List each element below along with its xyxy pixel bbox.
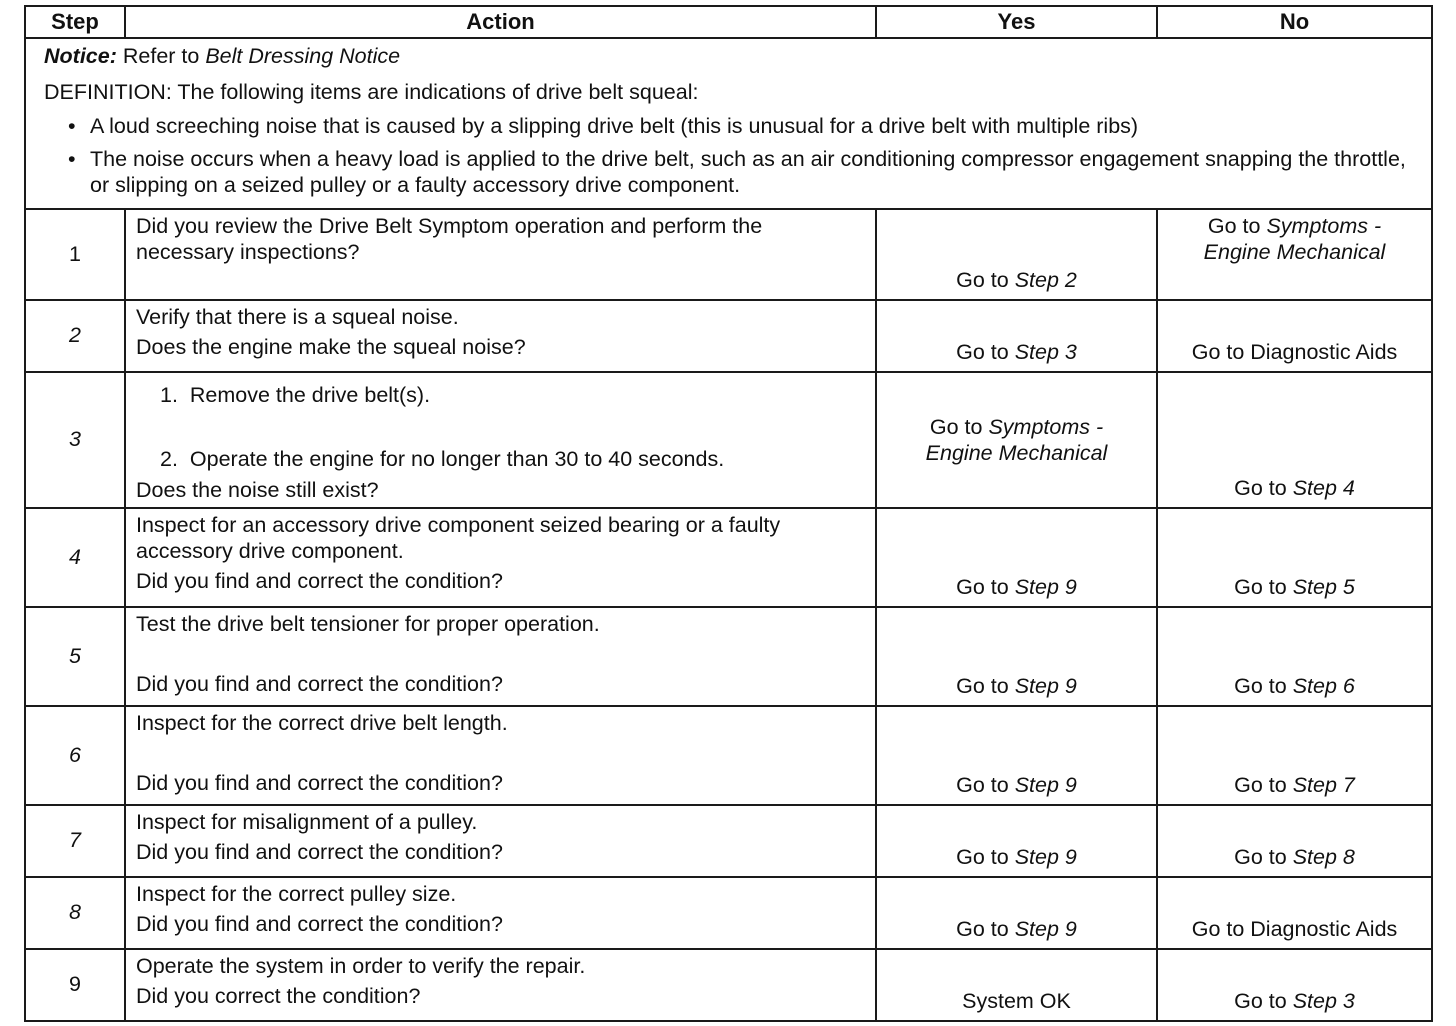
yes-cell bbox=[876, 300, 1157, 372]
header-step: Step bbox=[25, 6, 125, 38]
step-number: 1 bbox=[25, 209, 125, 300]
definition-text: DEFINITION: The following items are indications of drive belt squeal: bbox=[44, 80, 699, 105]
action-text: Inspect for an accessory drive component seized bearing or a faulty accessory drive component. bbox=[136, 512, 781, 563]
step-number: 9 bbox=[25, 949, 125, 1021]
yes-step-link[interactable]: Step 9 bbox=[1014, 772, 1077, 797]
action-question: Does the noise still exist? bbox=[136, 477, 379, 502]
action-question: Did you find and correct the condition? bbox=[136, 671, 503, 696]
goto-text: Go to bbox=[956, 574, 1009, 599]
notice-text: Refer to bbox=[122, 44, 200, 68]
yes-symptoms-link-line2[interactable]: Engine Mechanical bbox=[925, 440, 1108, 465]
definition-bullets bbox=[44, 113, 1413, 198]
diagnostic-table bbox=[24, 5, 1433, 1022]
action-text: Verify that there is a squeal noise. bbox=[136, 305, 459, 330]
action-cell bbox=[125, 949, 876, 1021]
no-step-link[interactable]: Step 3 bbox=[1292, 988, 1355, 1013]
action-cell bbox=[125, 209, 876, 300]
yes-step-link[interactable]: Step 9 bbox=[1014, 673, 1077, 698]
table-row bbox=[25, 706, 1432, 805]
action-steps-list bbox=[160, 382, 865, 472]
yes-cell bbox=[876, 607, 1157, 706]
step-number: 2 bbox=[25, 300, 125, 372]
action-text: Operate the system in order to verify the repair. bbox=[136, 953, 586, 978]
action-question: Does the engine make the squeal noise? bbox=[136, 335, 526, 360]
action-text: Inspect for misalignment of a pulley. bbox=[136, 809, 478, 834]
notice-line bbox=[44, 43, 1413, 69]
system-ok-text: System OK bbox=[962, 988, 1071, 1013]
step-number: 7 bbox=[25, 805, 125, 877]
yes-cell bbox=[876, 372, 1157, 508]
yes-symptoms-link[interactable]: Symptoms - bbox=[988, 414, 1104, 439]
diagnostic-table-container bbox=[24, 5, 1431, 1022]
yes-cell bbox=[876, 877, 1157, 949]
yes-step-link[interactable]: Step 9 bbox=[1014, 574, 1077, 599]
step-number: 6 bbox=[25, 706, 125, 805]
goto-text: Go to bbox=[1234, 475, 1287, 500]
action-text: Inspect for the correct drive belt length. bbox=[136, 710, 508, 735]
action-question: Did you correct the condition? bbox=[136, 983, 421, 1008]
action-question: Did you find and correct the condition? bbox=[136, 911, 503, 936]
action-question: Did you find and correct the condition? bbox=[136, 839, 503, 864]
yes-cell bbox=[876, 706, 1157, 805]
action-text: Did you review the Drive Belt Symptom operation and perform the necessary inspections? bbox=[136, 214, 763, 265]
notice-cell bbox=[25, 38, 1432, 209]
yes-cell bbox=[876, 949, 1157, 1021]
no-step-link[interactable]: Step 8 bbox=[1292, 844, 1355, 869]
table-row bbox=[25, 607, 1432, 706]
notice-row bbox=[25, 38, 1432, 209]
goto-text: Go to bbox=[1234, 988, 1287, 1013]
goto-text: Go to bbox=[1234, 844, 1287, 869]
action-cell bbox=[125, 300, 876, 372]
action-cell bbox=[125, 607, 876, 706]
table-row bbox=[25, 805, 1432, 877]
no-cell bbox=[1157, 607, 1432, 706]
yes-cell bbox=[876, 209, 1157, 300]
yes-cell bbox=[876, 508, 1157, 607]
goto-text: Go to bbox=[1207, 214, 1261, 239]
action-cell bbox=[125, 508, 876, 607]
no-diagnostic-aids-link[interactable]: Go to Diagnostic Aids bbox=[1191, 916, 1398, 941]
goto-text: Go to bbox=[956, 267, 1009, 292]
table-row bbox=[25, 508, 1432, 607]
no-cell bbox=[1157, 372, 1432, 508]
goto-text: Go to bbox=[956, 339, 1009, 364]
action-text: Test the drive belt tensioner for proper operation. bbox=[136, 611, 600, 636]
no-symptoms-link[interactable]: Symptoms - bbox=[1266, 214, 1382, 239]
goto-text: Go to bbox=[956, 916, 1009, 941]
no-cell bbox=[1157, 508, 1432, 607]
action-step-item: 1. Remove the drive belt(s). bbox=[160, 383, 431, 408]
table-row bbox=[25, 372, 1432, 508]
yes-step-link[interactable]: Step 2 bbox=[1014, 267, 1077, 292]
goto-text: Go to bbox=[956, 673, 1009, 698]
no-cell bbox=[1157, 209, 1432, 300]
table-row bbox=[25, 877, 1432, 949]
action-question: Did you find and correct the condition? bbox=[136, 770, 503, 795]
yes-cell bbox=[876, 805, 1157, 877]
action-step-item: 2. Operate the engine for no longer than 30 to 40 seconds. bbox=[160, 447, 725, 472]
step-number: 8 bbox=[25, 877, 125, 949]
goto-text: Go to bbox=[1234, 673, 1287, 698]
yes-step-link[interactable]: Step 9 bbox=[1014, 916, 1077, 941]
header-yes: Yes bbox=[876, 6, 1157, 38]
table-row bbox=[25, 209, 1432, 300]
step-number: 4 bbox=[25, 508, 125, 607]
action-question: Did you find and correct the condition? bbox=[136, 569, 503, 594]
definition-bullet: • A loud screeching noise that is caused by a slipping drive belt (this is unusual for a drive belt with multiple ribs) bbox=[90, 113, 1413, 139]
no-symptoms-link-line2[interactable]: Engine Mechanical bbox=[1203, 240, 1386, 265]
table-row bbox=[25, 949, 1432, 1021]
step-number: 5 bbox=[25, 607, 125, 706]
notice-label: Notice: bbox=[44, 44, 117, 68]
no-cell bbox=[1157, 706, 1432, 805]
no-step-link[interactable]: Step 7 bbox=[1292, 772, 1355, 797]
notice-ref: Belt Dressing Notice bbox=[205, 44, 401, 68]
definition-bullet: • The noise occurs when a heavy load is applied to the drive belt, such as an air conditioning compressor engagement snapping the throttle, or slipping on a seized pulley or a faulty accessory drive component. bbox=[90, 146, 1413, 198]
no-step-link[interactable]: Step 4 bbox=[1292, 475, 1355, 500]
yes-step-link[interactable]: Step 3 bbox=[1014, 339, 1077, 364]
action-text: Inspect for the correct pulley size. bbox=[136, 881, 457, 906]
table-row bbox=[25, 300, 1432, 372]
goto-text: Go to bbox=[956, 772, 1009, 797]
no-step-link[interactable]: Step 6 bbox=[1292, 673, 1355, 698]
goto-text: Go to bbox=[956, 844, 1009, 869]
no-diagnostic-aids-link[interactable]: Go to Diagnostic Aids bbox=[1191, 339, 1398, 364]
yes-step-link[interactable]: Step 9 bbox=[1014, 844, 1077, 869]
header-no: No bbox=[1157, 6, 1432, 38]
no-cell bbox=[1157, 300, 1432, 372]
action-cell bbox=[125, 805, 876, 877]
no-step-link[interactable]: Step 5 bbox=[1292, 574, 1355, 599]
action-cell bbox=[125, 372, 876, 508]
action-cell bbox=[125, 877, 876, 949]
header-row bbox=[25, 6, 1432, 38]
action-cell bbox=[125, 706, 876, 805]
step-number: 3 bbox=[25, 372, 125, 508]
no-cell bbox=[1157, 805, 1432, 877]
goto-text: Go to bbox=[929, 414, 983, 439]
goto-text: Go to bbox=[1234, 772, 1287, 797]
header-action: Action bbox=[125, 6, 876, 38]
no-cell bbox=[1157, 949, 1432, 1021]
no-cell bbox=[1157, 877, 1432, 949]
goto-text: Go to bbox=[1234, 574, 1287, 599]
